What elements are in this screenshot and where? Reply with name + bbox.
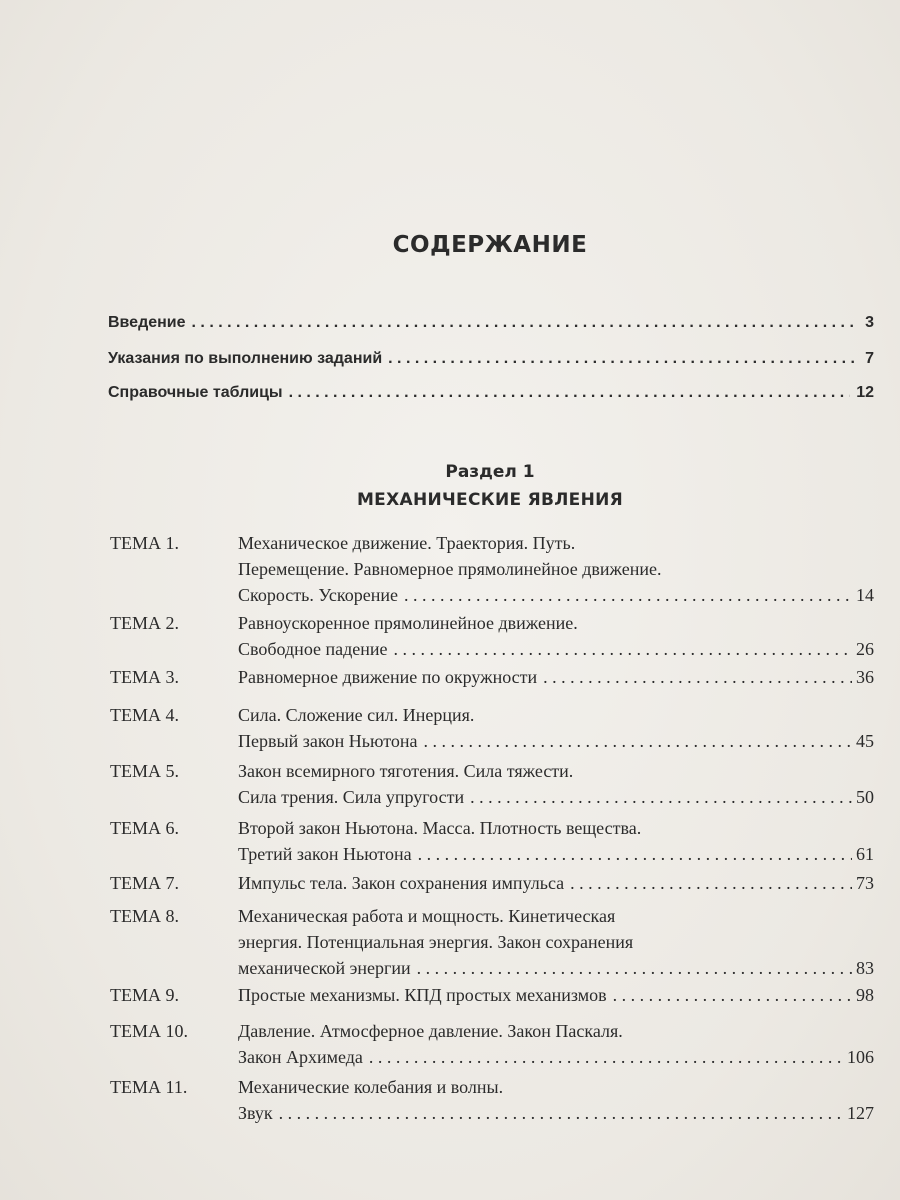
topic-text (238, 1018, 874, 1070)
toc-entry-label: Введение (108, 314, 186, 331)
topic-number: ТЕМА 1. (110, 533, 179, 553)
topic-number: ТЕМА 11. (110, 1077, 188, 1097)
toc-entry-label: Справочные таблицы (108, 384, 283, 401)
leader-dots (543, 664, 852, 690)
topic-page: 50 (856, 787, 874, 807)
topic-line: Перемещение. Равномерное прямолинейное движение. (238, 559, 662, 579)
topic-line: Равноускоренное прямолинейное движение. (238, 613, 578, 633)
leader-dots (418, 841, 852, 867)
toc-entry-instructions[interactable] (108, 350, 874, 380)
topic-number: ТЕМА 6. (110, 818, 179, 838)
topic-text (238, 982, 874, 1008)
topic-line-text: Свободное падение (238, 639, 388, 659)
topic-line (238, 1044, 874, 1070)
topic-page: 83 (856, 958, 874, 978)
topic-text (238, 702, 874, 754)
topic-line: Второй закон Ньютона. Масса. Плотность вещества. (238, 818, 642, 838)
topic-line-text: Закон Архимеда (238, 1047, 363, 1067)
topic-line (238, 982, 874, 1008)
topic-line (238, 1100, 874, 1126)
topic-page: 26 (856, 639, 874, 659)
topic-number: ТЕМА 3. (110, 667, 179, 687)
topic-line-text: Простые механизмы. КПД простых механизмов (238, 985, 607, 1005)
topic-line-text: механической энергии (238, 958, 411, 978)
topic-text (238, 530, 874, 608)
topic-line-text: Равномерное движение по окружности (238, 667, 538, 687)
topic-number: ТЕМА 5. (110, 761, 179, 781)
leader-dots (417, 955, 852, 981)
topic-page: 61 (856, 844, 874, 864)
topic-page: 36 (856, 667, 874, 687)
topic-line-text: Импульс тела. Закон сохранения импульса (238, 873, 565, 893)
leader-dots (192, 314, 860, 332)
leader-dots (369, 1044, 843, 1070)
topic-line-text: Сила трения. Сила упругости (238, 787, 465, 807)
topic-number: ТЕМА 4. (110, 705, 179, 725)
topic-line: энергия. Потенциальная энергия. Закон сохранения (238, 932, 634, 952)
leader-dots (404, 582, 852, 608)
topic-line (238, 870, 874, 896)
leader-dots (423, 728, 852, 754)
topic-page: 106 (847, 1047, 874, 1067)
topic-number: ТЕМА 8. (110, 906, 179, 926)
topic-line-text: Звук (238, 1103, 273, 1123)
leader-dots (470, 784, 852, 810)
leader-dots (279, 1100, 843, 1126)
topic-line: Механическая работа и мощность. Кинетическая (238, 906, 616, 926)
topic-line-text: Скорость. Ускорение (238, 585, 398, 605)
toc-entry-label: Указания по выполнению заданий (108, 350, 383, 367)
section-label: Раздел 1 (445, 462, 535, 482)
leader-dots (289, 384, 851, 402)
topic-text (238, 664, 874, 690)
topic-line-text: Третий закон Ньютона (238, 844, 412, 864)
topic-line (238, 582, 874, 608)
topic-text (238, 870, 874, 896)
toc-entry-page: 12 (856, 384, 874, 401)
topic-line (238, 841, 874, 867)
topic-number: ТЕМА 9. (110, 985, 179, 1005)
topic-line: Сила. Сложение сил. Инерция. (238, 705, 475, 725)
page-title: СОДЕРЖАНИЕ (392, 232, 588, 258)
topic-line (238, 664, 874, 690)
topic-line (238, 636, 874, 662)
leader-dots (394, 636, 852, 662)
leader-dots (570, 870, 852, 896)
toc-entry-reference-tables[interactable] (108, 384, 874, 414)
toc-entry-intro[interactable] (108, 314, 874, 344)
toc-entry-page: 7 (865, 350, 874, 367)
topic-number: ТЕМА 10. (110, 1021, 188, 1041)
topic-line (238, 784, 874, 810)
topic-page: 127 (847, 1103, 874, 1123)
topic-line: Механическое движение. Траектория. Путь. (238, 533, 576, 553)
topic-line: Закон всемирного тяготения. Сила тяжести. (238, 761, 574, 781)
topic-text (238, 903, 874, 981)
topic-page: 14 (856, 585, 874, 605)
toc-entry-page: 3 (865, 314, 874, 331)
leader-dots (613, 982, 852, 1008)
topic-page: 98 (856, 985, 874, 1005)
topic-line-text: Первый закон Ньютона (238, 731, 418, 751)
topic-page: 73 (856, 873, 874, 893)
topic-text (238, 815, 874, 867)
topic-text (238, 758, 874, 810)
topic-line: Давление. Атмосферное давление. Закон Паскаля. (238, 1021, 623, 1041)
topic-text (238, 1074, 874, 1126)
section-name: МЕХАНИЧЕСКИЕ ЯВЛЕНИЯ (356, 490, 624, 510)
topic-line (238, 728, 874, 754)
topic-line (238, 955, 874, 981)
leader-dots (388, 350, 859, 368)
topic-line: Механические колебания и волны. (238, 1077, 504, 1097)
topic-page: 45 (856, 731, 874, 751)
topic-number: ТЕМА 2. (110, 613, 179, 633)
topic-number: ТЕМА 7. (110, 873, 179, 893)
topic-text (238, 610, 874, 662)
